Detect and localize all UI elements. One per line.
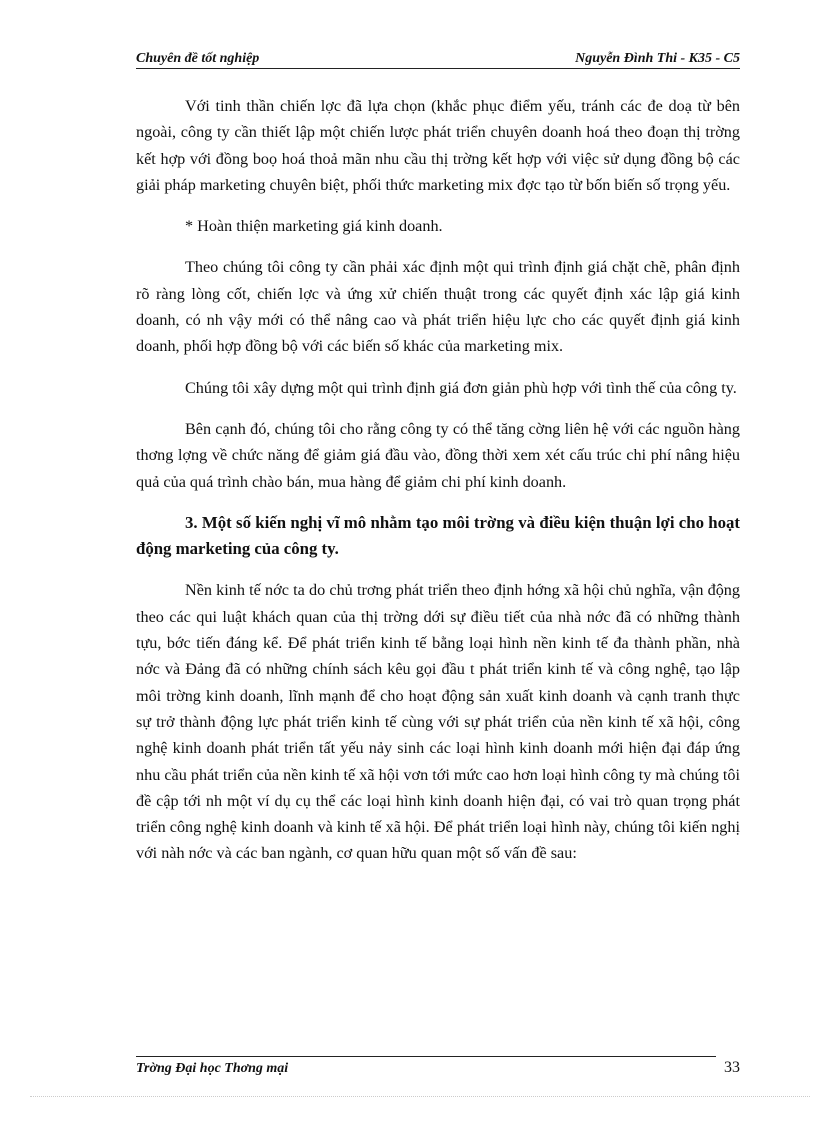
- paragraph: Chúng tôi xây dựng một qui trình định giá đơn giản phù hợp với tình thế của công ty.: [185, 378, 737, 397]
- header-left-title: Chuyên đề tốt nghiệp: [136, 51, 260, 66]
- section-heading: 3. Một số kiến nghị vĩ mô nhằm tạo môi trờng và điều kiện thuận lợi cho hoạt động marketing của công ty.: [136, 512, 740, 559]
- page-bottom-divider: [30, 1096, 810, 1097]
- footer-institution: Trờng Đại học Thơng mại: [136, 1061, 289, 1076]
- document-body: [136, 93, 740, 882]
- paragraph: Theo chúng tôi công ty cần phải xác định một qui trình định giá chặt chẽ, phân định rõ ràng lòng cốt, chiến lợc và ứng xử chiến thuật trong các quyết định xác lập giá kinh doanh, có nh vậy mới có thể nâng cao và phát triển hiệu lực cho các quyết định giá kinh doanh, phối hợp đồng bộ với các biến số khác của marketing mix.: [136, 258, 740, 356]
- page-footer: [136, 1056, 716, 1076]
- paragraph: Bên cạnh đó, chúng tôi cho rằng công ty có thể tăng cờng liên hệ với các nguồn hàng thơng lợng về chức năng để giảm giá đầu vào, đồng thời xem xét cấu trúc chi phí nâng hiệu quả của quá trình chào bán, mua hàng để giảm chi phí kinh doanh.: [136, 419, 740, 491]
- page-header: [136, 50, 740, 69]
- paragraph: Nền kinh tế nớc ta do chủ trơng phát triển theo định hớng xã hội chủ nghĩa, vận động theo các qui luật khách quan của thị trờng dới sự điều tiết của nhà nớc đã có những thành tựu, bớc tiến đáng kể. Để phát triển kinh tế bằng loại hình nền kinh tế đa thành phần, nhà nớc và Đảng đã có những chính sách kêu gọi đầu t phát triển kinh tế và công nghệ, tạo lập môi trờng kinh doanh, lĩnh mạnh để cho hoạt động sản xuất kinh doanh và cạnh tranh thực sự trở thành động lực phát triển kinh tế cùng với sự phát triển của nền kinh tế xã hội, công nghệ kinh doanh phát triển tất yếu nảy sinh các loại hình kinh doanh mới hiện đại đáp ứng nhu cầu phát triển của nền kinh tế xã hội vơn tới mức cao hơn loại hình công ty mà chúng tôi đề cập tới nh một ví dụ cụ thể các loại hình kinh doanh hiện đại, có vai trò quan trọng phát triển công nghệ kinh doanh và kinh tế xã hội. Để phát triển loại hình này, chúng tôi kiến nghị với nàh nớc và các ban ngành, cơ quan hữu quan một số vấn đề sau:: [136, 581, 740, 863]
- paragraph: Với tinh thần chiến lợc đã lựa chọn (khắc phục điểm yếu, tránh các đe doạ từ bên ngoài, công ty cần thiết lập một chiến lược phát triển chuyên doanh hoá theo đoạn thị trờng kết hợp với đồng boọ hoá thoả mãn nhu cầu thị trờng kết hợp với việc sử dụng đồng bộ các giải pháp marketing chuyên biệt, phối thức marketing mix đợc tạo từ bốn biến số trọng yếu.: [136, 97, 740, 194]
- header-right-author: Nguyễn Đình Thi - K35 - C5: [575, 51, 740, 66]
- page-number: 33: [724, 1059, 740, 1076]
- paragraph: * Hoàn thiện marketing giá kinh doanh.: [185, 217, 443, 236]
